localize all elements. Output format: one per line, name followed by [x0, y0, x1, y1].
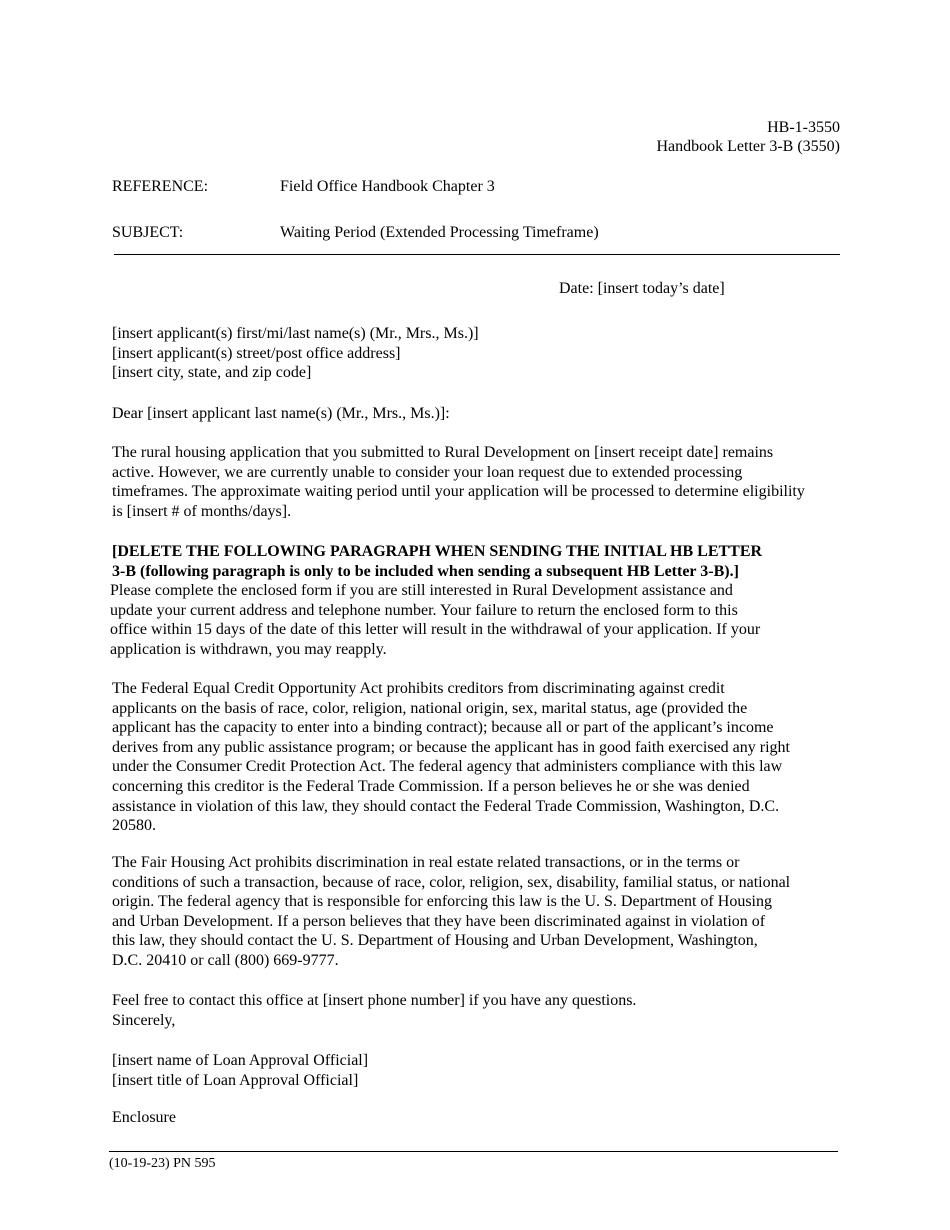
enclosure-label: Enclosure	[112, 1109, 176, 1126]
paragraph-fair-housing	[112, 853, 862, 971]
subject-value: Waiting Period (Extended Processing Timeframe)	[280, 224, 599, 241]
reference-label: REFERENCE:	[112, 178, 209, 195]
paragraph-line: conditions of such a transaction, because of race, color, religion, sex, disability, familial status, or national	[112, 873, 791, 891]
paragraph-line: The Federal Equal Credit Opportunity Act prohibits creditors from discriminating against credit	[112, 680, 725, 697]
signature-block	[112, 1051, 862, 1090]
salutation: Dear [insert applicant last name(s) (Mr., Mrs., Ms.)]:	[112, 405, 450, 422]
paragraph-line: applicants on the basis of race, color, religion, national origin, sex, marital status, age (provided the	[112, 699, 748, 717]
address-line: [insert applicant(s) first/mi/last name(s) (Mr., Mrs., Ms.)]	[112, 325, 479, 342]
subject-label: SUBJECT:	[112, 224, 184, 241]
paragraph-waiting-period	[112, 443, 862, 521]
paragraph-line: applicant has the capacity to enter into a binding contract); because all or part of the applicant’s income	[112, 719, 774, 737]
paragraph-line: timeframes. The approximate waiting period until your application will be processed to determine eligibility	[112, 483, 805, 501]
reference-value: Field Office Handbook Chapter 3	[280, 178, 495, 195]
handbook-letter-title: Handbook Letter 3-B (3550)	[656, 138, 840, 155]
address-line: [insert city, state, and zip code]	[112, 364, 312, 382]
delete-instruction	[112, 542, 862, 581]
paragraph-line: The rural housing application that you submitted to Rural Development on [insert receipt date] remains	[112, 444, 774, 461]
paragraph-complete-form	[110, 581, 860, 659]
address-block	[112, 324, 862, 383]
paragraph-line: active. However, we are currently unable to consider your loan request due to extended processing	[112, 463, 743, 481]
address-line: [insert applicant(s) street/post office address]	[112, 344, 401, 362]
date-line: Date: [insert today’s date]	[559, 280, 725, 297]
paragraph-line: and Urban Development. If a person believes that they have been discriminated against in violation of	[112, 912, 766, 930]
paragraph-line: application is withdrawn, you may reapply.	[110, 640, 387, 658]
closing-line: Feel free to contact this office at [insert phone number] if you have any questions.	[112, 992, 637, 1009]
paragraph-line: office within 15 days of the date of this letter will result in the withdrawal of your application. If your	[110, 621, 761, 639]
paragraph-line: The Fair Housing Act prohibits discrimination in real estate related transactions, or in the terms or	[112, 854, 740, 871]
paragraph-equal-credit	[112, 679, 862, 836]
paragraph-line: Please complete the enclosed form if you are still interested in Rural Development assistance and	[110, 582, 733, 599]
document-number: HB-1-3550	[767, 119, 840, 136]
paragraph-line: is [insert # of months/days].	[112, 502, 292, 520]
instruction-line: [DELETE THE FOLLOWING PARAGRAPH WHEN SENDING THE INITIAL HB LETTER	[112, 543, 763, 560]
paragraph-line: assistance in violation of this law, they should contact the Federal Trade Commission, Washington, D.C.	[112, 797, 780, 815]
signature-line: [insert title of Loan Approval Official]	[112, 1071, 359, 1089]
paragraph-line: under the Consumer Credit Protection Act. The federal agency that administers compliance with this law	[112, 758, 783, 776]
header-divider	[114, 254, 840, 255]
paragraph-line: update your current address and telephone number. Your failure to return the enclosed form to this	[110, 601, 738, 619]
paragraph-line: this law, they should contact the U. S. Department of Housing and Urban Development, Washington,	[112, 932, 758, 950]
footer-code: (10-19-23) PN 595	[109, 1156, 216, 1171]
paragraph-line: D.C. 20410 or call (800) 669-9777.	[112, 951, 339, 969]
paragraph-line: concerning this creditor is the Federal Trade Commission. If a person believes he or she was denied	[112, 777, 750, 795]
footer-divider	[109, 1151, 838, 1152]
paragraph-line: 20580.	[112, 817, 156, 835]
closing-block	[112, 991, 862, 1030]
paragraph-line: origin. The federal agency that is responsible for enforcing this law is the U. S. Department of Housing	[112, 893, 772, 911]
instruction-line: 3-B (following paragraph is only to be included when sending a subsequent HB Letter 3-B).]	[112, 562, 739, 580]
paragraph-line: derives from any public assistance program; or because the applicant has in good faith exercised any right	[112, 738, 790, 756]
signature-line: [insert name of Loan Approval Official]	[112, 1052, 369, 1069]
closing-line: Sincerely,	[112, 1011, 176, 1029]
